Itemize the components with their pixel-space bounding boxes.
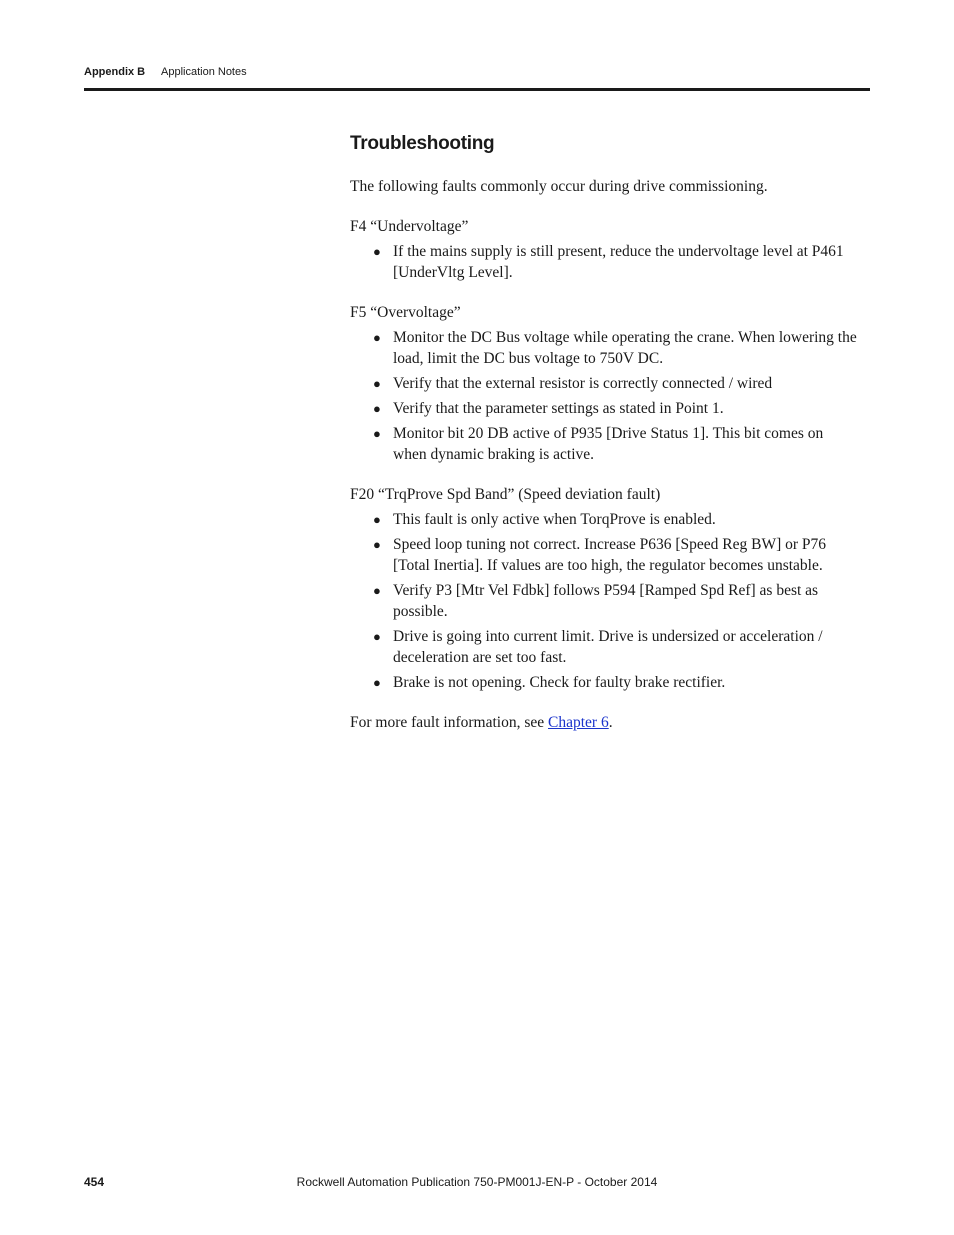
list-item: ● Verify P3 [Mtr Vel Fdbk] follows P594 [Ramped Spd Ref] as best as possible. <box>373 582 819 620</box>
more-info-paragraph: For more fault information, see Chapter 6. <box>350 714 613 731</box>
list-item: ● Verify that the external resistor is correctly connected / wired <box>373 375 773 392</box>
page-number: 454 <box>84 1175 105 1189</box>
header-divider <box>84 88 870 91</box>
bullet-icon: ● <box>373 330 381 345</box>
intro-paragraph: The following faults commonly occur during drive commissioning. <box>350 178 768 195</box>
fault-list-f5 <box>350 327 860 465</box>
list-item: ● Brake is not opening. Check for faulty brake rectifier. <box>373 674 726 691</box>
bullet-icon: ● <box>373 583 381 598</box>
bullet-icon: ● <box>373 244 381 259</box>
list-item: ● This fault is only active when TorqProve is enabled. <box>373 511 716 528</box>
list-item: ● Monitor bit 20 DB active of P935 [Drive Status 1]. This bit comes on when dynamic braking is active. <box>373 425 824 463</box>
section-label: Application Notes <box>161 66 247 78</box>
list-item: ● Monitor the DC Bus voltage while operating the crane. When lowering the load, limit the DC bus voltage to 750V DC. <box>373 329 857 367</box>
bullet-icon: ● <box>373 537 381 552</box>
list-item: ● If the mains supply is still present, reduce the undervoltage level at P461 [UnderVltg Level]. <box>373 243 844 281</box>
appendix-label: Appendix B <box>84 66 146 78</box>
fault-heading-f5: F5 “Overvoltage” <box>350 304 461 321</box>
page-header <box>84 66 247 78</box>
main-content <box>350 133 860 733</box>
list-item: ● Drive is going into current limit. Drive is undersized or acceleration / deceleration are set too fast. <box>373 628 823 666</box>
page-title: Troubleshooting <box>350 133 495 154</box>
bullet-icon: ● <box>373 376 381 391</box>
list-item: ● Verify that the parameter settings as stated in Point 1. <box>373 400 724 417</box>
bullet-icon: ● <box>373 426 381 441</box>
bullet-icon: ● <box>373 675 381 690</box>
chapter-6-link[interactable]: Chapter 6 <box>548 714 609 731</box>
fault-list-f4 <box>350 241 860 283</box>
list-item: ● Speed loop tuning not correct. Increase P636 [Speed Reg BW] or P76 [Total Inertia]. If values are too high, the regulator becomes unstable. <box>373 536 827 574</box>
fault-list-f20 <box>350 509 860 693</box>
bullet-icon: ● <box>373 401 381 416</box>
fault-heading-f4: F4 “Undervoltage” <box>350 218 469 235</box>
bullet-icon: ● <box>373 512 381 527</box>
publication-info: Rockwell Automation Publication 750-PM001J-EN-P - October 2014 <box>296 1175 658 1189</box>
fault-heading-f20: F20 “TrqProve Spd Band” (Speed deviation fault) <box>350 486 661 503</box>
bullet-icon: ● <box>373 629 381 644</box>
